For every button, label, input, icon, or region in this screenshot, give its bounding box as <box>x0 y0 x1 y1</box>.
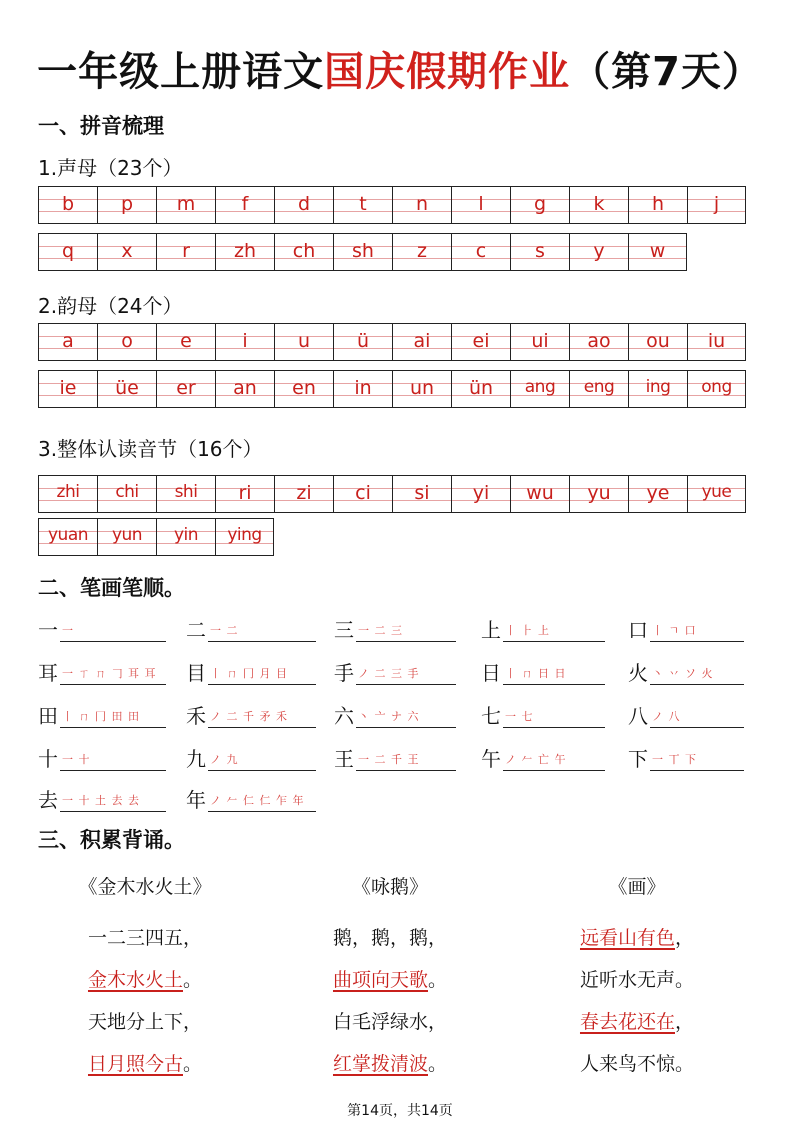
stroke-order-text: 丶 丷 ソ 火 <box>652 667 714 680</box>
pinyin-text: g <box>533 193 547 215</box>
stroke-character: 十 <box>38 747 58 771</box>
stroke-answer-line <box>208 789 316 812</box>
pinyin-cell <box>392 370 451 408</box>
poem-line-text: 远看山有色 <box>579 927 675 949</box>
pinyin-text: an <box>233 377 257 399</box>
pinyin-cell <box>97 370 156 408</box>
poem-line-text: 曲项向天歌 <box>332 969 428 991</box>
stroke-order-text: ノ 二 三 手 <box>358 667 420 680</box>
pinyin-cell <box>569 323 628 361</box>
pinyin-cell <box>274 370 333 408</box>
stroke-character: 八 <box>628 704 648 728</box>
pinyin-text: shi <box>174 482 198 502</box>
poem-line-text: 白毛浮绿水， <box>332 1011 447 1033</box>
pinyin-text: m <box>176 193 196 215</box>
stroke-item <box>481 655 605 685</box>
stroke-answer-line <box>356 705 456 728</box>
stroke-order-text: 一 二 千 王 <box>358 753 420 766</box>
poem-line-punctuation: 。 <box>428 969 448 991</box>
finals-label: 2.韵母（24个） <box>38 294 183 318</box>
pinyin-text: d <box>297 193 311 215</box>
stroke-character: 耳 <box>38 661 58 685</box>
stroke-character: 去 <box>38 788 58 812</box>
stroke-answer-line <box>650 619 744 642</box>
stroke-character: 手 <box>334 661 354 685</box>
stroke-order-text: 丶 亠 ナ 六 <box>358 710 420 723</box>
pinyin-text: ye <box>646 482 670 504</box>
stroke-item <box>628 612 744 642</box>
pinyin-cell <box>215 370 274 408</box>
pinyin-text: b <box>61 193 75 215</box>
pinyin-text: e <box>180 330 192 352</box>
stroke-answer-line <box>60 789 166 812</box>
stroke-order-text: 一 十 土 去 去 <box>62 794 140 807</box>
pinyin-text: üe <box>115 377 139 399</box>
pinyin-cell <box>156 475 215 513</box>
stroke-order-text: 一 二 三 <box>358 624 403 637</box>
pinyin-text: zhi <box>56 482 80 502</box>
initials-row-1 <box>38 186 746 224</box>
pinyin-cell <box>628 186 687 224</box>
stroke-character: 火 <box>628 661 648 685</box>
stroke-item <box>481 741 605 771</box>
poem-line <box>45 1043 245 1085</box>
stroke-order-text: 一 二 <box>210 624 239 637</box>
stroke-item <box>38 698 166 728</box>
finals-row-1 <box>38 323 746 361</box>
pinyin-text: i <box>242 330 248 352</box>
poem-line <box>537 959 737 1001</box>
stroke-order-text: ノ 𠂉 仁 仁 乍 年 <box>210 794 305 807</box>
pinyin-cell <box>687 186 746 224</box>
stroke-order-text: 丨 ㄇ 冂 田 田 <box>62 710 140 723</box>
pinyin-cell <box>510 233 569 271</box>
stroke-answer-line <box>208 748 316 771</box>
pinyin-text: k <box>593 193 605 215</box>
stroke-character: 三 <box>334 618 354 642</box>
pinyin-text: ri <box>238 482 252 504</box>
stroke-order-text: ノ 八 <box>652 710 681 723</box>
pinyin-text: ying <box>227 525 262 545</box>
pinyin-text: ü <box>356 330 370 352</box>
poem-line <box>537 917 737 959</box>
stroke-item <box>481 698 605 728</box>
poem-line-punctuation: ， <box>675 927 695 949</box>
pinyin-text: eng <box>583 377 615 397</box>
stroke-answer-line <box>503 705 605 728</box>
pinyin-text: sh <box>352 240 374 262</box>
pinyin-cell <box>333 323 392 361</box>
stroke-item <box>186 741 316 771</box>
stroke-order-text: ノ 𠂉 亡 午 <box>505 753 567 766</box>
poem-line <box>290 1001 490 1043</box>
stroke-order-text: 丨 ㄇ 日 日 <box>505 667 567 680</box>
whole-syllables-row-2 <box>38 518 274 556</box>
stroke-item <box>628 741 744 771</box>
pinyin-text: j <box>713 193 720 215</box>
pinyin-cell <box>97 323 156 361</box>
pinyin-cell <box>510 475 569 513</box>
stroke-answer-line <box>60 748 166 771</box>
poem <box>537 872 737 1085</box>
poem-line <box>45 917 245 959</box>
section-pinyin-heading: 一、拼音梳理 <box>38 114 164 138</box>
stroke-character: 午 <box>481 747 501 771</box>
pinyin-cell <box>392 186 451 224</box>
stroke-item <box>334 698 456 728</box>
poem-line-text: 金木水火土 <box>87 969 183 991</box>
stroke-character: 禾 <box>186 704 206 728</box>
stroke-character: 田 <box>38 704 58 728</box>
pinyin-cell <box>510 323 569 361</box>
poem-line-text: 一二三四五， <box>87 927 202 949</box>
pinyin-text: yue <box>701 482 732 502</box>
pinyin-cell <box>156 370 215 408</box>
stroke-answer-line <box>60 619 166 642</box>
pinyin-text: ing <box>645 377 671 397</box>
pinyin-cell <box>274 323 333 361</box>
stroke-order-text: 一 七 <box>505 710 534 723</box>
stroke-answer-line <box>503 748 605 771</box>
stroke-answer-line <box>356 662 456 685</box>
pinyin-text: x <box>121 240 133 262</box>
pinyin-cell <box>569 186 628 224</box>
stroke-item <box>628 698 744 728</box>
pinyin-cell <box>451 186 510 224</box>
stroke-item <box>38 741 166 771</box>
pinyin-cell <box>628 323 687 361</box>
pinyin-cell <box>687 323 746 361</box>
stroke-answer-line <box>650 662 744 685</box>
pinyin-text: f <box>241 193 249 215</box>
pinyin-text: zi <box>296 482 312 504</box>
stroke-order-text: 丨 ㄱ 口 <box>652 624 697 637</box>
stroke-item <box>334 741 456 771</box>
title-main: 一年级上册语文 <box>37 49 325 95</box>
stroke-character: 目 <box>186 661 206 685</box>
title-day: （第7天） <box>570 49 763 95</box>
pinyin-text: y <box>593 240 605 262</box>
pinyin-text: n <box>415 193 429 215</box>
pinyin-cell <box>38 323 97 361</box>
pinyin-cell <box>569 233 628 271</box>
pinyin-cell <box>215 186 274 224</box>
pinyin-cell <box>628 370 687 408</box>
stroke-item <box>38 612 166 642</box>
poem-line-text: 鹅，鹅，鹅， <box>332 927 447 949</box>
poem-line <box>537 1043 737 1085</box>
pinyin-cell <box>510 186 569 224</box>
page-footer: 第14页，共14页 <box>347 1103 453 1119</box>
stroke-item <box>186 612 316 642</box>
section-strokes-heading: 二、笔画笔顺。 <box>38 576 185 600</box>
pinyin-cell <box>628 233 687 271</box>
stroke-character: 日 <box>481 661 501 685</box>
stroke-answer-line <box>208 705 316 728</box>
stroke-character: 九 <box>186 747 206 771</box>
pinyin-text: zh <box>233 240 256 262</box>
section-recite-heading: 三、积累背诵。 <box>38 828 185 852</box>
stroke-item <box>38 655 166 685</box>
poem-line-punctuation: 。 <box>183 969 203 991</box>
stroke-character: 下 <box>628 747 648 771</box>
poem-line-text: 红掌拨清波 <box>332 1053 428 1075</box>
pinyin-cell <box>451 370 510 408</box>
pinyin-text: chi <box>115 482 139 502</box>
pinyin-text: un <box>409 377 435 399</box>
stroke-answer-line <box>650 705 744 728</box>
pinyin-cell <box>274 186 333 224</box>
stroke-item <box>628 655 744 685</box>
pinyin-text: ün <box>468 377 494 399</box>
pinyin-cell <box>569 475 628 513</box>
pinyin-text: q <box>61 240 75 262</box>
pinyin-text: o <box>121 330 133 352</box>
pinyin-text: u <box>297 330 311 352</box>
stroke-character: 口 <box>628 618 648 642</box>
stroke-order-text: 一 丅 下 <box>652 753 697 766</box>
pinyin-text: si <box>414 482 430 504</box>
stroke-answer-line <box>60 662 166 685</box>
pinyin-text: yun <box>111 525 143 545</box>
poem-line <box>45 959 245 1001</box>
pinyin-cell <box>156 233 215 271</box>
pinyin-cell <box>687 370 746 408</box>
stroke-item <box>334 655 456 685</box>
stroke-character: 一 <box>38 618 58 642</box>
pinyin-cell <box>510 370 569 408</box>
stroke-item <box>481 612 605 642</box>
page-title <box>0 40 800 97</box>
pinyin-cell <box>156 186 215 224</box>
stroke-answer-line <box>650 748 744 771</box>
stroke-item <box>186 782 316 812</box>
poem <box>45 872 245 1085</box>
pinyin-text: r <box>182 240 190 262</box>
pinyin-text: ang <box>524 377 556 397</box>
pinyin-cell <box>97 475 156 513</box>
stroke-answer-line <box>208 619 316 642</box>
pinyin-text: ch <box>292 240 316 262</box>
pinyin-cell <box>97 186 156 224</box>
stroke-order-text: 一 ㄒ ㄇ 𠃌 耳 耳 <box>62 667 157 680</box>
pinyin-text: ong <box>701 377 732 397</box>
pinyin-cell <box>215 233 274 271</box>
pinyin-cell <box>392 233 451 271</box>
pinyin-cell <box>687 475 746 513</box>
pinyin-cell <box>38 233 97 271</box>
pinyin-text: w <box>649 240 666 262</box>
stroke-character: 年 <box>186 788 206 812</box>
stroke-order-text: 一 <box>62 624 74 637</box>
poem-line-punctuation: 。 <box>183 1053 203 1075</box>
poem-title: 《金木水火土》 <box>78 876 212 898</box>
pinyin-cell <box>333 233 392 271</box>
poem-title: 《咏鹅》 <box>351 876 428 898</box>
stroke-character: 王 <box>334 747 354 771</box>
pinyin-text: ei <box>472 330 490 352</box>
pinyin-text: l <box>478 193 484 215</box>
stroke-order-text: ノ 九 <box>210 753 239 766</box>
poem-line-text: 近听水无声。 <box>579 969 694 991</box>
pinyin-cell <box>156 323 215 361</box>
stroke-character: 二 <box>186 618 206 642</box>
pinyin-text: er <box>176 377 196 399</box>
pinyin-cell <box>97 233 156 271</box>
pinyin-cell <box>97 518 156 556</box>
pinyin-cell <box>215 323 274 361</box>
pinyin-cell <box>333 186 392 224</box>
pinyin-text: s <box>535 240 545 262</box>
pinyin-cell <box>215 518 274 556</box>
stroke-character: 六 <box>334 704 354 728</box>
pinyin-text: en <box>292 377 316 399</box>
pinyin-cell <box>38 370 97 408</box>
stroke-answer-line <box>503 619 605 642</box>
pinyin-cell <box>274 233 333 271</box>
pinyin-text: yu <box>587 482 611 504</box>
poem-line-punctuation: ， <box>675 1011 695 1033</box>
whole-syllables-row-1 <box>38 475 746 513</box>
pinyin-text: iu <box>707 330 726 352</box>
poem-line <box>290 959 490 1001</box>
pinyin-cell <box>38 475 97 513</box>
poem-title: 《画》 <box>608 876 666 898</box>
pinyin-cell <box>628 475 687 513</box>
stroke-answer-line <box>60 705 166 728</box>
poem <box>290 872 490 1085</box>
pinyin-text: ci <box>355 482 371 504</box>
pinyin-cell <box>333 370 392 408</box>
pinyin-cell <box>333 475 392 513</box>
pinyin-text: a <box>62 330 74 352</box>
pinyin-text: z <box>417 240 427 262</box>
pinyin-cell <box>215 475 274 513</box>
pinyin-text: yin <box>173 525 199 545</box>
pinyin-text: ui <box>531 330 549 352</box>
title-highlight: 国庆假期作业 <box>324 49 571 95</box>
stroke-order-text: ノ 二 千 矛 禾 <box>210 710 288 723</box>
poem-line-punctuation: 。 <box>428 1053 448 1075</box>
stroke-order-text: 一 十 <box>62 753 91 766</box>
stroke-item <box>186 655 316 685</box>
pinyin-text: p <box>120 193 134 215</box>
pinyin-cell <box>38 186 97 224</box>
poem-line <box>290 1043 490 1085</box>
initials-row-2 <box>38 233 687 271</box>
pinyin-cell <box>451 323 510 361</box>
pinyin-cell <box>392 323 451 361</box>
pinyin-cell <box>274 475 333 513</box>
pinyin-cell <box>156 518 215 556</box>
poem-line-text: 日月照今古 <box>87 1053 183 1075</box>
stroke-answer-line <box>208 662 316 685</box>
pinyin-text: ie <box>59 377 77 399</box>
initials-label: 1.声母（23个） <box>38 156 183 180</box>
stroke-item <box>186 698 316 728</box>
pinyin-cell <box>451 475 510 513</box>
pinyin-text: wu <box>526 482 554 504</box>
stroke-character: 上 <box>481 618 501 642</box>
pinyin-text: c <box>475 240 487 262</box>
stroke-answer-line <box>356 748 456 771</box>
pinyin-text: yuan <box>47 525 89 545</box>
poem-line <box>45 1001 245 1043</box>
finals-row-2 <box>38 370 746 408</box>
pinyin-text: yi <box>472 482 490 504</box>
stroke-item <box>334 612 456 642</box>
pinyin-cell <box>451 233 510 271</box>
stroke-answer-line <box>503 662 605 685</box>
pinyin-text: in <box>354 377 372 399</box>
stroke-character: 七 <box>481 704 501 728</box>
poem-line-text: 春去花还在 <box>579 1011 675 1033</box>
stroke-order-text: 丨 ㄇ 冂 月 目 <box>210 667 288 680</box>
pinyin-cell <box>392 475 451 513</box>
poem-line-text: 天地分上下， <box>87 1011 202 1033</box>
pinyin-text: ou <box>646 330 670 352</box>
stroke-order-text: 丨 ⺊ 上 <box>505 624 550 637</box>
poem-line <box>290 917 490 959</box>
pinyin-text: h <box>651 193 665 215</box>
pinyin-text: t <box>359 193 367 215</box>
pinyin-cell <box>569 370 628 408</box>
stroke-item <box>38 782 166 812</box>
poem-line <box>537 1001 737 1043</box>
whole-syllables-label: 3.整体认读音节（16个） <box>38 437 263 461</box>
pinyin-cell <box>38 518 97 556</box>
pinyin-text: ai <box>413 330 431 352</box>
stroke-answer-line <box>356 619 456 642</box>
poem-line-text: 人来鸟不惊。 <box>579 1053 694 1075</box>
pinyin-text: ao <box>587 330 611 352</box>
